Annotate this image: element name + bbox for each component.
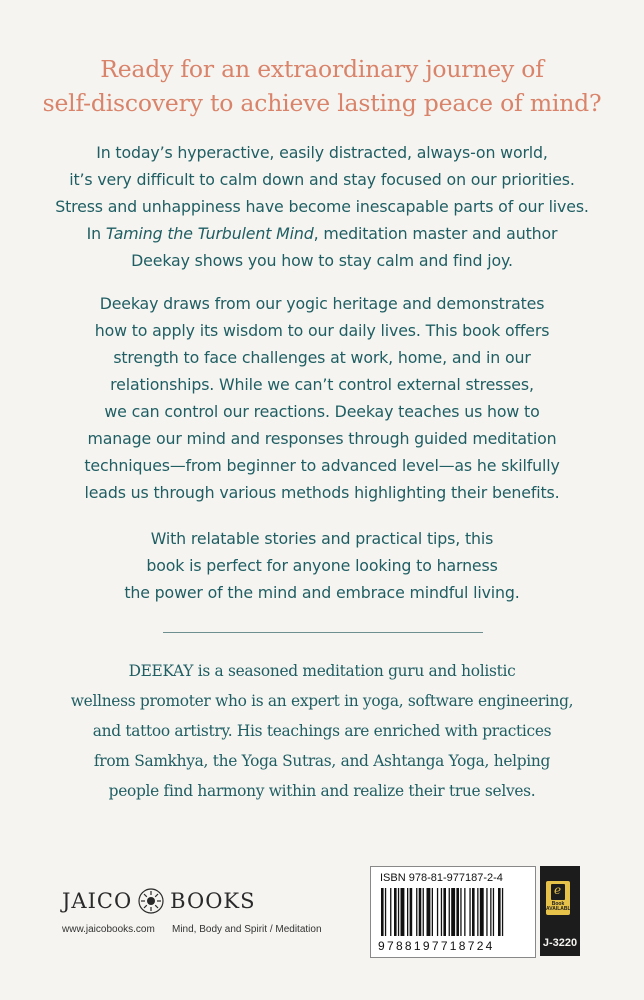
barcode-bar [443,888,446,936]
publisher-name-left: JAICO [62,889,133,913]
barcode-icon [381,888,529,938]
paragraph-1-line-2: it’s very difficult to calm down and stay focused on our priorities. [69,170,575,189]
description-paragraph-3: With relatable stories and practical tips, this book is perfect for anyone looking to harness the power of the mind and embrace mindful living. [124,529,520,602]
description-paragraph-1 [30,139,614,274]
barcode-bar [410,888,413,936]
barcode-bar [390,888,391,936]
paragraph-1-in-prefix: In [86,224,106,243]
paragraph-1-line-3: Stress and unhappiness have become inescapable parts of our lives. [55,197,589,216]
publisher-logo [62,886,256,916]
barcode-bar [498,888,501,936]
barcode-bar [456,888,459,936]
author-bio: DEEKAY is a seasoned meditation guru and holistic wellness promoter who is an expert in yoga, software engineering, and tattoo artistry. His teachings are enriched with practices from Samkhya, the Yoga Sutras, and Ashtanga Yoga, helping people find harmony within and realize their true selves. [70,662,574,800]
headline-line-1: Ready for an extraordinary journey of [100,55,544,83]
barcode-bar [486,888,487,936]
barcode-bar [469,888,470,936]
paragraph-1-in-suffix: , meditation master and author [313,224,558,243]
book-title: Taming the Turbulent Mind [105,224,314,243]
book-category: Mind, Body and Spirit / Meditation [172,924,322,935]
barcode-bar [432,888,433,936]
paragraph-1-last-line: Deekay shows you how to stay calm and find joy. [131,251,513,270]
barcode-bar [441,888,442,936]
headline-line-2: self-discovery to achieve lasting peace of mind? [42,89,602,117]
barcode-bar [472,888,475,936]
barcode-bar [449,888,450,936]
publisher-website: www.jaicobooks.com [62,924,155,935]
barcode-bar [423,888,424,936]
barcode-bar [451,888,455,936]
barcode-bar [394,888,397,936]
barcode-bar [419,888,422,936]
barcode-bar [407,888,408,936]
barcode-bar [490,888,491,936]
barcode-bar [502,888,503,936]
barcode-bar [416,888,417,936]
ebook-label: Book AVAILABLE [546,901,574,912]
ebook-icon [546,881,574,915]
barcode-bar [493,888,494,936]
sun-emblem-icon [138,888,164,914]
barcode-bar [381,888,384,936]
barcode-bar [398,888,399,936]
paragraph-1-line-1: In today’s hyperactive, easily distracted, always-on world, [96,143,548,162]
isbn-label: ISBN 978-81-977187-2-4 [380,872,503,884]
barcode-bar [460,888,461,936]
barcode-bar [480,888,484,936]
barcode-bar [477,888,478,936]
barcode-bar [464,888,465,936]
barcode-bar [437,888,438,936]
barcode-bar [427,888,431,936]
barcode-bar [401,888,405,936]
barcode-bar [385,888,386,936]
section-divider [163,632,483,633]
publisher-name-right: BOOKS [170,889,256,913]
barcode-digits: 9788197718724 [378,939,495,953]
description-paragraph-2: Deekay draws from our yogic heritage and demonstrates how to apply its wisdom to our daily lives. This book offers strength to face challenges at work, home, and in our relationships. While we can’t control external stresses, we can control our reactions. Deekay teaches us how to manage our mind and responses through guided meditation techniques—from beginner to advanced level—as he skilfully leads us through various methods highlighting their benefits. [84,294,560,502]
book-code: J-3220 [542,937,578,949]
headline [20,52,624,120]
